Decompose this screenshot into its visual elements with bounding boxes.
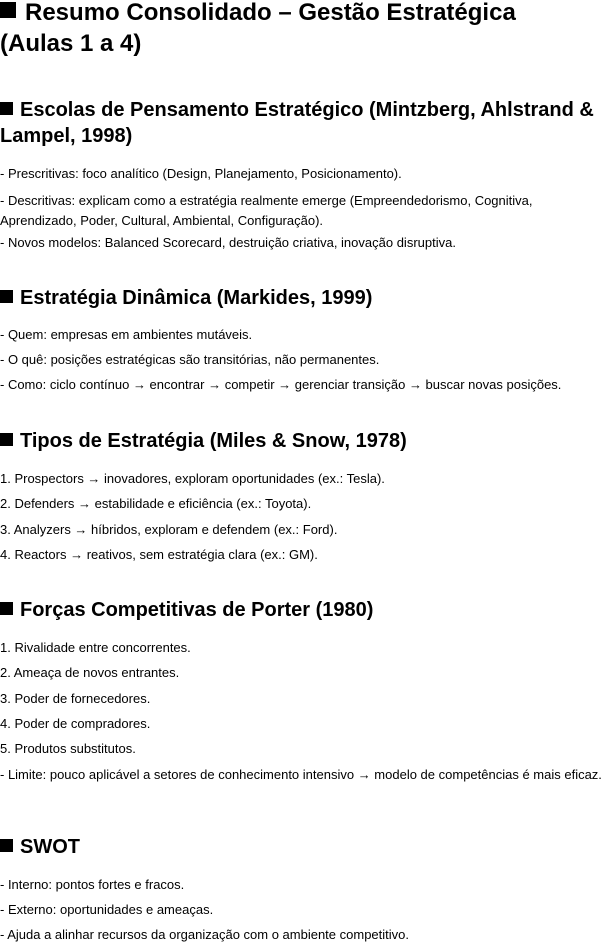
section-heading: SWOT: [0, 834, 605, 860]
list-item: - Limite: pouco aplicável a setores de conhecimento intensivo → modelo de competências é mais eficaz.: [0, 767, 602, 782]
page-title-line1: Resumo Consolidado – Gestão Estratégica: [25, 0, 516, 26]
list-item: 3. Poder de fornecedores.: [0, 691, 151, 706]
list-item: 4. Poder de compradores.: [0, 716, 151, 731]
section-heading: Escolas de Pensamento Estratégico (Mintzberg, Ahlstrand & Lampel, 1998): [0, 99, 594, 147]
list-item: - Como: ciclo contínuo → encontrar → competir → gerenciar transição → buscar novas posições.: [0, 377, 562, 392]
list-item: - O quê: posições estratégicas são transitórias, não permanentes.: [0, 352, 380, 367]
page-title-line2: (Aulas 1 a 4): [0, 30, 142, 57]
list-item: 1. Rivalidade entre concorrentes.: [0, 640, 191, 655]
list-item: - Interno: pontos fortes e fracos.: [0, 877, 185, 892]
list-item: - Externo: oportunidades e ameaças.: [0, 902, 214, 917]
list-item: 3. Analyzers → híbridos, exploram e defendem (ex.: Ford).: [0, 522, 338, 537]
list-item: - Quem: empresas em ambientes mutáveis.: [0, 327, 253, 342]
section-heading: Estratégia Dinâmica (Markides, 1999): [0, 285, 605, 311]
list-item: 5. Produtos substitutos.: [0, 741, 136, 756]
list-item: 4. Reactors → reativos, sem estratégia clara (ex.: GM).: [0, 547, 318, 562]
list-item: 1. Prospectors → inovadores, exploram oportunidades (ex.: Tesla).: [0, 471, 385, 486]
square-bullet-icon: [0, 602, 13, 615]
list-item: - Ajuda a alinhar recursos da organização com o ambiente competitivo.: [0, 927, 409, 942]
square-bullet-icon: [0, 102, 13, 115]
list-item: - Descritivas: explicam como a estratégia realmente emerge (Empreendedorismo, Cognitiva, Aprendizado, Poder, Cultural, Ambiental, Configuração).: [0, 193, 533, 228]
square-bullet-icon: [0, 839, 13, 852]
list-item: 2. Defenders → estabilidade e eficiência (ex.: Toyota).: [0, 496, 312, 511]
square-bullet-icon: [0, 290, 13, 303]
list-item: - Novos modelos: Balanced Scorecard, destruição criativa, inovação disruptiva.: [0, 235, 456, 250]
square-bullet-icon: [0, 433, 13, 446]
square-bullet-icon: [0, 2, 16, 18]
page-title: [0, 0, 602, 59]
section-heading: Tipos de Estratégia (Miles & Snow, 1978): [0, 428, 605, 454]
list-item: - Prescritivas: foco analítico (Design, Planejamento, Posicionamento).: [0, 166, 402, 181]
list-item: 2. Ameaça de novos entrantes.: [0, 665, 180, 680]
section-heading: Forças Competitivas de Porter (1980): [0, 597, 605, 623]
